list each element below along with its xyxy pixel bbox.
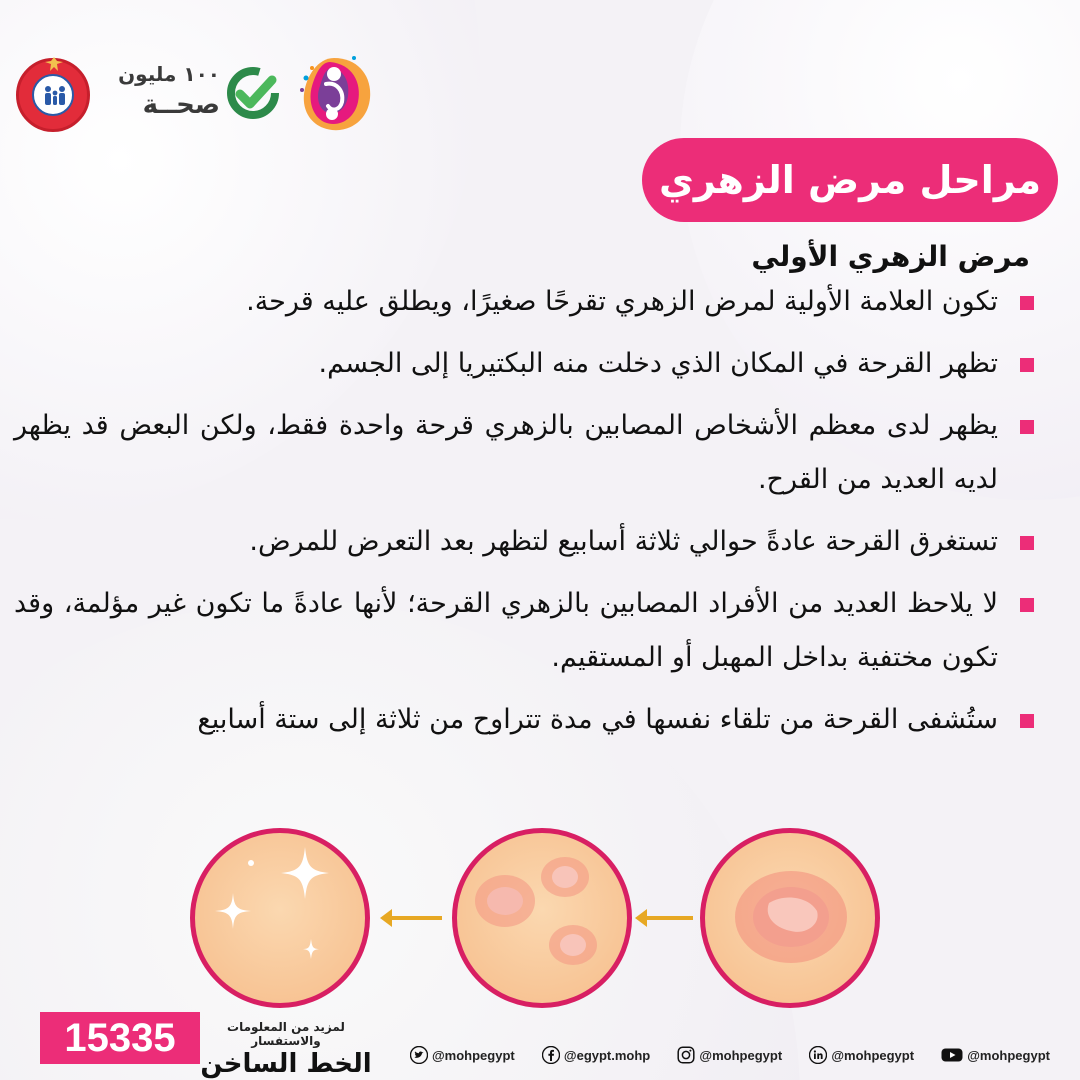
list-item-text: تظهر القرحة في المكان الذي دخلت منه البكتيريا إلى الجسم. — [318, 348, 998, 379]
bullet-list — [14, 275, 1034, 747]
100-million-health-logo — [112, 60, 282, 140]
bullet-square-icon — [1020, 598, 1034, 612]
ministry-of-health-logo — [16, 58, 92, 158]
list-item — [14, 337, 1034, 391]
list-item — [14, 693, 1034, 747]
m100-bottom-text: صحــة — [142, 90, 220, 120]
list-item-text: يظهر لدى معظم الأشخاص المصابين بالزهري قرحة واحدة فقط، ولكن البعض قد يظهر لديه العديد من القرح. — [14, 410, 998, 495]
youtube-link[interactable] — [941, 1046, 1050, 1064]
page-title: مراحل مرض الزهري — [659, 158, 1041, 202]
list-item-text: ستُشفى القرحة من تلقاء نفسها في مدة تتراوح من ثلاثة إلى ستة أسابيع — [197, 704, 998, 735]
ministry-seal — [16, 58, 90, 132]
sores-icon — [457, 833, 627, 1003]
m100-top-text: ١٠٠ مليون — [118, 62, 220, 86]
bullet-square-icon — [1020, 420, 1034, 434]
bullet-square-icon — [1020, 714, 1034, 728]
list-item-text: لا يلاحظ العديد من الأفراد المصابين بالزهري القرحة؛ لأنها عادةً ما تكون غير مؤلمة، وقد تكون مختفية بداخل المهبل أو المستقيم. — [14, 588, 998, 673]
twitter-icon — [410, 1046, 428, 1064]
linkedin-link[interactable] — [809, 1046, 914, 1064]
list-item-text: تكون العلامة الأولية لمرض الزهري تقرحًا صغيرًا، ويطلق عليه قرحة. — [246, 286, 998, 317]
social-links — [410, 1042, 1050, 1068]
family-icon — [41, 84, 69, 106]
bullet-square-icon — [1020, 358, 1034, 372]
linkedin-icon — [809, 1046, 827, 1064]
chancre-icon — [705, 833, 875, 1003]
list-item — [14, 577, 1034, 685]
hotline-label — [200, 1020, 372, 1080]
multiple-sores-circle — [452, 828, 632, 1008]
list-item-text: تستغرق القرحة عادةً حوالي ثلاثة أسابيع لتظهر بعد التعرض للمرض. — [249, 526, 998, 557]
maternal-health-logo — [292, 50, 378, 136]
youtube-handle: @mohpegypt — [967, 1047, 1050, 1063]
eagle-icon — [45, 57, 63, 71]
list-item — [14, 515, 1034, 569]
facebook-icon — [542, 1046, 560, 1064]
chancre-healing-illustration — [190, 822, 870, 1012]
title-banner — [642, 138, 1058, 222]
section-subtitle: مرض الزهري الأولي — [751, 240, 1030, 273]
bullet-square-icon — [1020, 536, 1034, 550]
footer — [0, 1000, 1080, 1080]
bullet-square-icon — [1020, 296, 1034, 310]
list-item — [14, 275, 1034, 329]
twitter-link[interactable] — [410, 1046, 515, 1064]
facebook-link[interactable] — [542, 1046, 650, 1064]
hotline-number[interactable]: 15335 — [40, 1012, 200, 1064]
healed-skin-circle — [190, 828, 370, 1008]
hotline-small-text: لمزيد من المعلومات والاستفسار — [227, 1020, 345, 1048]
instagram-link[interactable] — [677, 1046, 782, 1064]
twitter-handle: @mohpegypt — [432, 1047, 515, 1063]
facebook-handle: @egypt.mohp — [563, 1047, 651, 1063]
instagram-icon — [677, 1046, 695, 1064]
arrow-left-icon — [390, 916, 442, 920]
linkedin-handle: @mohpegypt — [831, 1047, 915, 1063]
hotline-big-text: الخط الساخن — [200, 1049, 372, 1079]
list-item — [14, 399, 1034, 507]
instagram-handle: @mohpegypt — [699, 1047, 783, 1063]
checkmark-icon — [224, 64, 282, 122]
arrow-left-icon — [645, 916, 693, 920]
youtube-icon — [941, 1046, 963, 1064]
sparkle-icon — [195, 833, 365, 1003]
header — [0, 40, 1080, 150]
single-chancre-circle — [700, 828, 880, 1008]
content-section — [14, 240, 1034, 755]
